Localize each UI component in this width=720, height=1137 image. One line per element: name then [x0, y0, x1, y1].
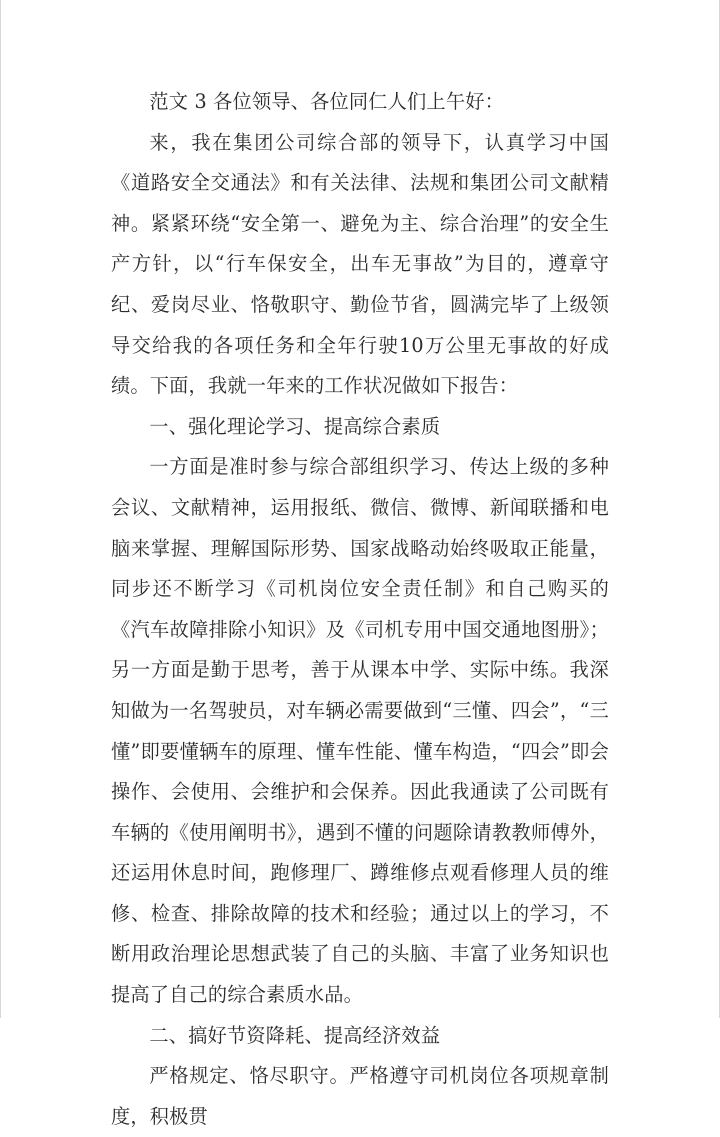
section-2-paragraph: 严格规定、恪尽职守。严格遵守司机岗位各项规章制度，积极贯: [111, 1064, 609, 1128]
document-body: [111, 82, 609, 1137]
section-1-paragraph: 一方面是准时参与综合部组织学习、传达上级的多种会议、文献精神，运用报纸、微信、微博、新闻联播和电脑来掌握、理解国际形势、国家战略动始终吸取正能量，同步还不断学习《司机岗位安全责任制》和自己购买的《汽车故障排除小知识》及《司机专用中国交通地图册》；另一方面是勤于思考，善于从课本中学、实际中练。我深知做为一名驾驶员，对车辆必需要做到“三懂、四会”，“三懂”即要懂辆车的原理、懂车性能、懂车构造，“四会”即会操作、会使用、会维护和会保养。因此我通读了公司既有车辆的《使用阐明书》，遇到不懂的问题除请教教师傅外，还运用休息时间，跑修理厂、蹲维修点观看修理人员的维修、检查、排除故障的技术和经验；通过以上的学习，不断用政治理论思想武装了自己的头脑、丰富了业务知识也提高了自己的综合素质水品。: [111, 455, 609, 1007]
greeting-paragraph: 范文 3 各位领导、各位同仁人们上午好：: [149, 90, 504, 113]
section-heading-2: 二、搞好节资降耗、提高经济效益: [149, 1023, 441, 1047]
intro-paragraph: 来，我在集团公司综合部的领导下，认真学习中国《道路安全交通法》和有关法律、法规和集团公司文献精神。紧紧环绕“安全第一、避免为主、综合治理”的安全生产方针，以“行车保安全，出车无事故”为目的，遵章守纪、爱岗尽业、恪敬职守、勤俭节省，圆满完毕了上级领导交给我的各项任务和全年行驶10万公里无事故的好成绩。下面，我就一年来的工作状况做如下报告：: [111, 130, 609, 398]
page-edge-left: [0, 0, 1, 1018]
section-heading-1: 一、强化理论学习、提高综合素质: [149, 414, 441, 438]
